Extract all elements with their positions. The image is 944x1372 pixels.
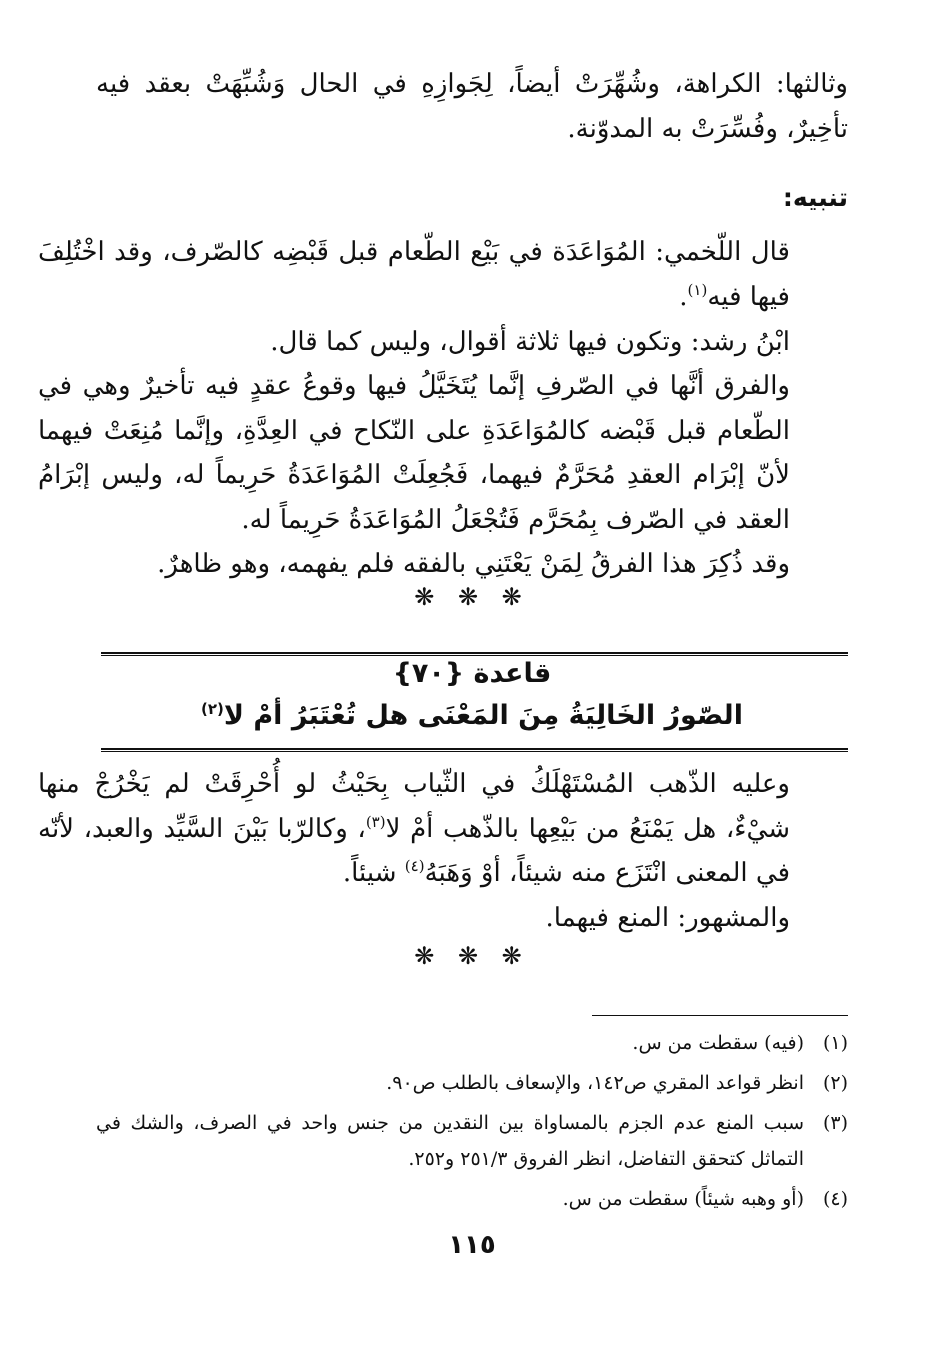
footnote-text: انظر قواعد المقري ص١٤٢، والإسعاف بالطلب ص٩٠. bbox=[386, 1072, 804, 1094]
qaida-title: قاعدة {٧٠} bbox=[392, 658, 552, 689]
qaida-subtitle-text: الصّورُ الخَالِيَةُ مِنَ المَعْنَى هل تُعْتَبَرُ أمْ لا bbox=[223, 700, 743, 731]
section-separator-stars: ❋ ❋ ❋ bbox=[414, 583, 530, 611]
title-rule-top bbox=[101, 652, 848, 654]
footnote-divider bbox=[592, 1015, 848, 1016]
footnote-item bbox=[96, 1181, 848, 1217]
qaida-paragraph-2 bbox=[38, 896, 848, 941]
opening-paragraph-text: وثالثها: الكراهة، وشُهِّرَتْ أيضاً، لِجَوازِهِ في الحال وَشُبِّهَتْ بعقد فيه تأخِيرٌ، وفُسِّرَتْ به المدوّنة. bbox=[96, 69, 848, 144]
qaida-paragraph-1-text-b: ، وكالرّبا بَيْنَ السَّيِّد والعبد، لأنّه في المعنى انْتَزَع منه شيئاً، أوْ وَهَبَهُ bbox=[38, 813, 790, 888]
title-rule-bottom-thin bbox=[101, 751, 848, 752]
title-rule-top-thin bbox=[101, 655, 848, 656]
footnote-item bbox=[96, 1025, 848, 1061]
qaida-subtitle bbox=[0, 700, 944, 731]
tanbih-heading: تنبيه: bbox=[782, 183, 848, 212]
footnote-item bbox=[96, 1105, 848, 1177]
tanbih-paragraph-2-text: ابْنُ رشد: وتكون فيها ثلاثة أقوال، وليس كما قال. bbox=[270, 327, 790, 357]
footnote-ref-2: (٢) bbox=[201, 700, 224, 718]
qaida-paragraph-1-text-a: وعليه الذّهب المُسْتَهْلَكُ في الثّياب بِحَيْثُ لو أُحْرِقَتْ لم يَخْرُجْ منها شيْءٌ، هل يَمْنَعُ من بَيْعِها بالذّهب أمْ لا bbox=[38, 769, 790, 844]
section-separator-stars-2: ❋ ❋ ❋ bbox=[414, 942, 530, 970]
opening-paragraph bbox=[96, 62, 848, 151]
footnote-text: (فيه) سقطت من س. bbox=[632, 1032, 804, 1054]
tanbih-paragraph-1 bbox=[38, 230, 848, 319]
footnote-ref-4: (٤) bbox=[404, 857, 425, 875]
tanbih-paragraph-1-text: قال اللّخمي: المُوَاعَدَة في بَيْع الطّعام قبل قَبْضِه كالصّرف، وقد اخْتُلِفَ فيها فيه bbox=[38, 237, 790, 312]
footnote-number: (٤) bbox=[822, 1188, 848, 1210]
footnote-ref-1: (١) bbox=[687, 280, 708, 299]
footnote-text: (أو وهبه شيئاً) سقطت من س. bbox=[562, 1188, 804, 1210]
footnote-text: سبب المنع عدم الجزم بالمساواة بين النقدين من جنس واحد في الصرف، والشك في التماثل كتحقق التفاضل، انظر الفروق ٢٥١/٣ و٢٥٢. bbox=[96, 1112, 804, 1170]
footnote-number: (٢) bbox=[822, 1072, 848, 1094]
qaida-paragraph-2-text: والمشهور: المنع فيهما. bbox=[545, 903, 790, 933]
tanbih-paragraph-3-text: والفرق أنَّها في الصّرفِ إنَّما يُتَخَيَّلُ فيها وقوعُ عقدٍ فيه تأخيرٌ وهي في الطّعام قبل قَبْضه كالمُوَاعَدَةِ على النّكاح في العِدَّةِ، وإنَّما مُنِعَتْ فيهما لأنّ إبْرَام العقدِ مُحَرَّمٌ فيهما، فَجُعِلَتْ المُوَاعَدَةُ حَرِيماً له، وليس إبْرَامُ العقد في الصّرف بِمُحَرَّم فَتُجْعَلُ المُوَاعَدَةُ حَرِيماً له. bbox=[38, 371, 790, 535]
page-number: ١١٥ bbox=[448, 1230, 496, 1260]
footnote-number: (١) bbox=[822, 1032, 848, 1054]
footnote-item bbox=[96, 1065, 848, 1101]
qaida-paragraph-1-text-c: شيئاً. bbox=[342, 858, 405, 888]
footnote-number: (٣) bbox=[822, 1112, 848, 1134]
qaida-paragraph-1 bbox=[38, 762, 848, 896]
tanbih-paragraph-2 bbox=[38, 320, 848, 365]
title-rule-bottom bbox=[101, 748, 848, 750]
footnote-ref-3: (٣) bbox=[365, 812, 386, 831]
tanbih-paragraph-3 bbox=[38, 364, 848, 542]
tanbih-paragraph-4 bbox=[38, 542, 848, 587]
tanbih-paragraph-1-end: . bbox=[679, 281, 688, 312]
footnotes-list bbox=[96, 1025, 848, 1221]
tanbih-paragraph-4-text: وقد ذُكِرَ هذا الفرقُ لِمَنْ يَعْتَنِي بالفقه فلم يفهمه، وهو ظاهرٌ. bbox=[157, 549, 790, 579]
